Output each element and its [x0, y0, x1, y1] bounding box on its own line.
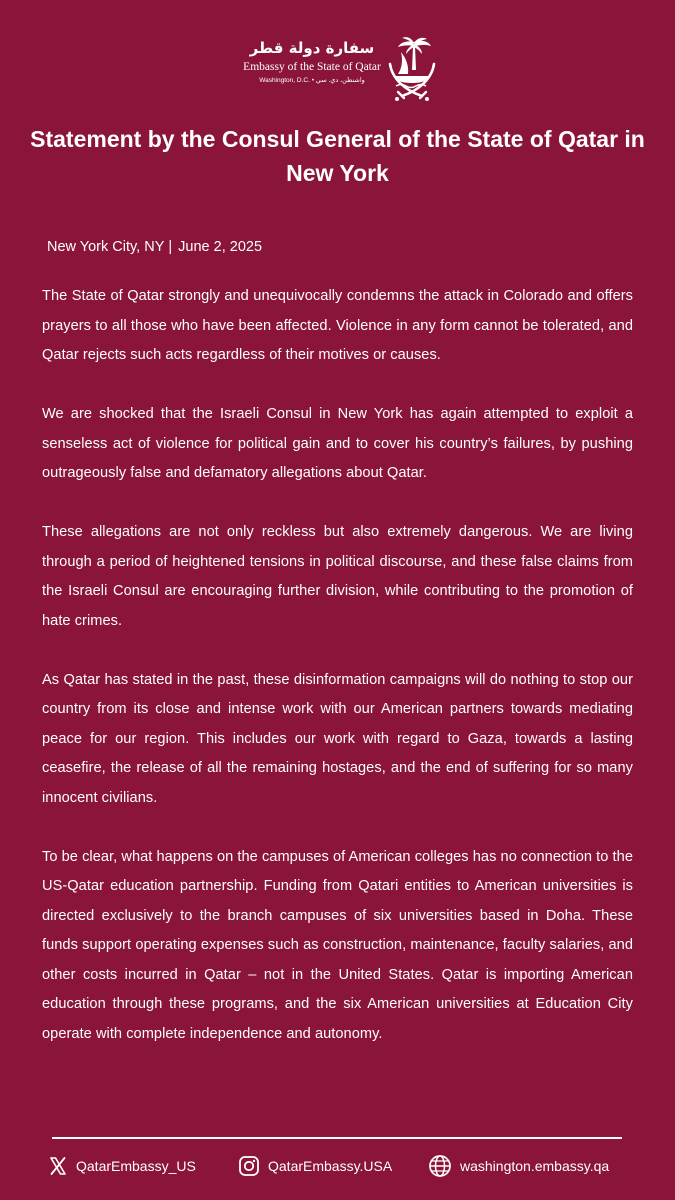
- logo-english-name: Embassy of the State of Qatar: [243, 61, 381, 73]
- logo-text-block: [222, 38, 402, 86]
- x-link[interactable]: [48, 1152, 196, 1180]
- statement-paragraph-4: As Qatar has stated in the past, these disinformation campaigns will do nothing to stop our country from its close and intense work with our American partners towards mediating peace for our region. This includes our work with regard to Gaza, towards a lasting ceasefire, the release of all the remaining hostages, and the end of suffering for so many innocent civilians.: [42, 671, 633, 806]
- instagram-icon: [238, 1155, 260, 1177]
- website-url[interactable]: washington.embassy.qa: [460, 1158, 610, 1174]
- logo-location-ar: واشنطن، دي. سي: [315, 77, 365, 84]
- qatar-emblem-icon: [384, 36, 440, 102]
- statement-paragraph-3: These allegations are not only reckless but also extremely dangerous. We are living through a period of heightened tensions in political discourse, and these false claims from the Israeli Consul are encouraging further division, while contributing to the promotion of hate crimes.: [42, 524, 633, 629]
- dateline-date: June 2, 2025: [178, 239, 263, 255]
- x-handle[interactable]: QatarEmbassy_US: [76, 1158, 196, 1174]
- embassy-logo: [0, 36, 675, 106]
- logo-location-en: Washington, D.C.: [259, 77, 310, 84]
- footer-social-links: [48, 1152, 638, 1180]
- website-link[interactable]: [428, 1152, 609, 1180]
- statement-body: [42, 282, 633, 1079]
- globe-icon: [428, 1154, 452, 1178]
- instagram-link[interactable]: [238, 1152, 392, 1180]
- instagram-handle[interactable]: QatarEmbassy.USA: [268, 1158, 393, 1174]
- statement-title: Statement by the Consul General of the State of Qatar in New York: [30, 126, 645, 186]
- x-logo-icon: [48, 1156, 68, 1176]
- statement-paragraph-1: The State of Qatar strongly and unequivocally condemns the attack in Colorado and offers prayers to all those who have been affected. Violence in any form cannot be tolerated, and Qatar rejects such acts regardless of their motives or causes.: [42, 288, 633, 363]
- logo-location: Washington, D.C. • واشنطن، دي. سي: [259, 77, 365, 84]
- statement-paragraph-5: To be clear, what happens on the campuses of American colleges has no connection to the US-Qatar education partnership. Funding from Qatari entities to American universities is directed exclusively to the branch campuses of six universities based in Doha. These funds support operating expenses such as construction, maintenance, faculty salaries, and other costs incurred in Qatar – not in the United States. Qatar is importing American education through these programs, and the six American universities at Education City operate with complete independence and autonomy.: [42, 848, 633, 1042]
- dateline-place: New York City, NY: [47, 239, 165, 255]
- dateline: New York City, NY | June 2, 2025: [47, 239, 263, 255]
- statement-paragraph-2: We are shocked that the Israeli Consul in New York has again attempted to exploit a senseless act of violence for political gain and to cover his country’s failures, by pushing outrageously false and defamatory allegations about Qatar.: [42, 406, 633, 481]
- logo-arabic-name: سفارة دولة قطر: [249, 39, 375, 57]
- footer-divider: [52, 1137, 622, 1139]
